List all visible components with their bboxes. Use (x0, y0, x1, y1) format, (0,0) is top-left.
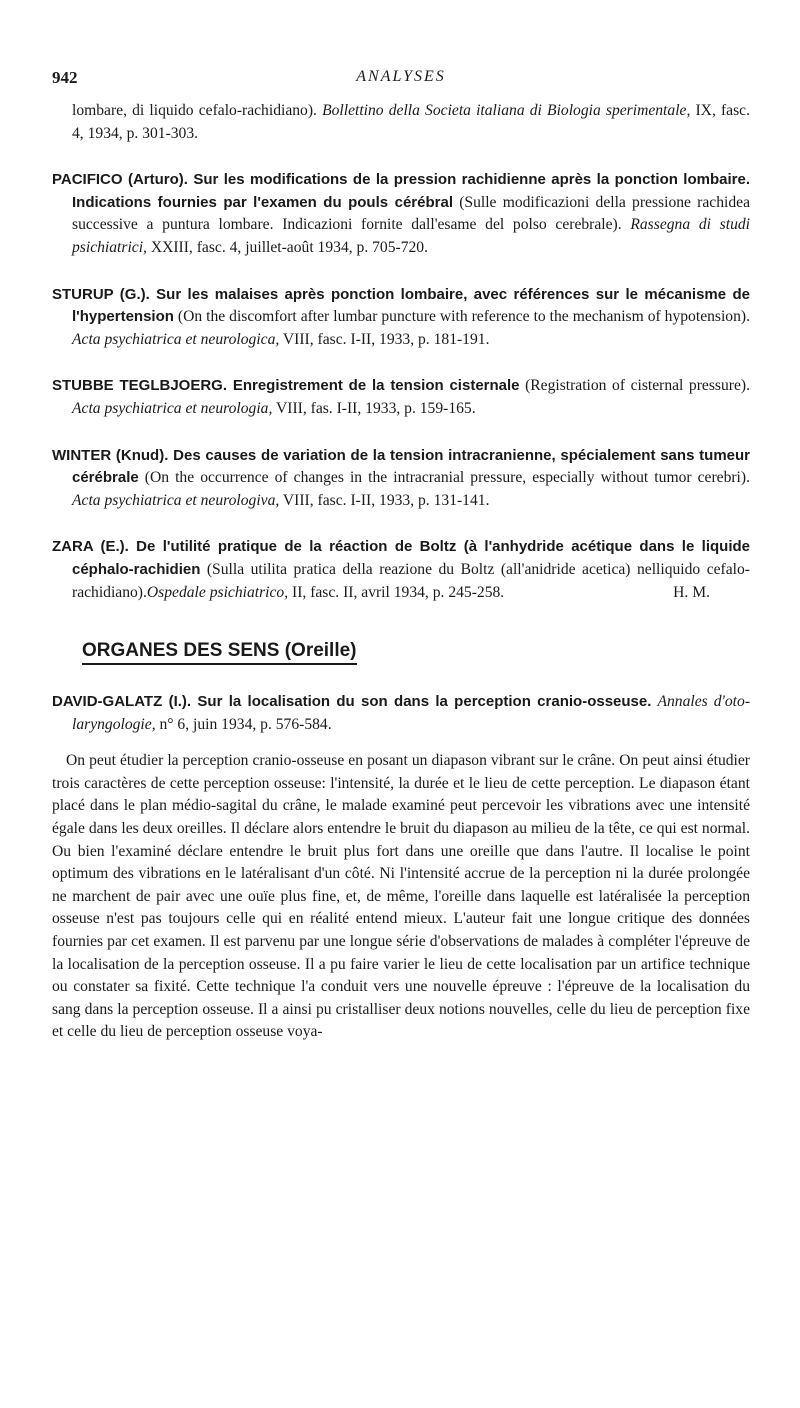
continued-text: lombare, di liquido cefalo-rachidiano). (72, 102, 323, 119)
journal-name: Bollettino della Societa italiana di Biologia sperimentale, (322, 102, 691, 119)
entry-title: Enregistrement de la tension cisternale (227, 377, 520, 395)
journal-ref: XXIII, fasc. 4, juillet-août 1934, p. 705-720. (146, 238, 428, 256)
continued-reference (52, 100, 750, 145)
page-number: 942 (52, 68, 78, 87)
journal-ref: VIII, fas. I-II, 1933, p. 159-165. (272, 399, 476, 417)
page-header (52, 68, 750, 92)
entry-author: WINTER (Knud). (52, 446, 169, 464)
abstract-text: On peut étudier la perception cranio-osseuse en posant un diapason vibrant sur le crâne. On peut ainsi étudier trois caractères de cette perception osseuse: l'intensité, la durée et le lieu de cette perception. Le diapason étant placé dans le plan médio-sagital du crâne, le malade examiné peut percevoir les vibrations avec une intensité égale dans les deux oreilles. Il déclare alors entendre le bruit du diapason au milieu de la tête, ce qui est normal. Ou bien l'examiné déclare entendre le bruit plus fort dans une oreille que dans l'autre. Il localise le point optimum des vibrations en le latéralisant d'un côté. Ni l'intensité accrue de la perception ni la durée prolongée ne marchent de pair avec une ouïe plus fine, et, de même, l'oreille dans laquelle est latéralisée la perception osseuse n'est pas toujours celle qui en réalité entend mieux. L'auteur fait une longue critique des données fournies par cet examen. Il est parvenu par une longue série d'observations de malades à compléter l'épreuve de la localisation de la perception osseuse. Il a pu faire varier le lieu de cette localisation par un artifice technique ou constater sa fixité. Cette technique l'a conduit vers une nouvelle épreuve : l'épreuve de la localisation du sang dans la perception osseuse. Il a ainsi pu cristalliser deux notions nouvelles, celle du lieu de perception fixe et celle du lieu de perception osseuse voya- (52, 752, 750, 1041)
main-entry-heading (52, 691, 750, 736)
section-heading: ORGANES DES SENS (Oreille) (82, 640, 357, 665)
journal-name: Ospedale psichiatrico, (146, 583, 289, 601)
bibliography-entry (52, 169, 750, 259)
entry-original-title: (Sulle modificazioni della pressione rachidea successive a puntura lombare. Indicazioni fornite dall'esame del polso cerebrale). (72, 193, 750, 234)
entry-author: STURUP (G.). (52, 285, 150, 303)
journal-ref: n° 6, juin 1934, p. 576-584. (155, 715, 332, 733)
entry-title: De l'utilité pratique de la réaction de Boltz (à l'anhydride acétique dans le liquide céphalo-rachidien (72, 538, 750, 578)
entry-title: Sur la localisation du son dans la perception cranio-osseuse. (191, 693, 652, 711)
journal-name: Acta psychiatrica et neurologiva, (72, 491, 280, 509)
entry-title: Sur les modifications de la pression rachidienne après la ponction lombaire. Indications fournies par l'examen du pouls cérébral (72, 171, 750, 211)
entry-original-title: (Sulla utilita pratica della reazione du Boltz (all'anidride acetica) nelliquido cefalo-rachidiano). (72, 560, 750, 601)
page-body (52, 100, 750, 1044)
entry-author: STUBBE TEGLBJOERG. (52, 377, 227, 395)
bibliography-entry (52, 375, 750, 420)
entry-original-title: (On the discomfort after lumbar puncture with reference to the mechanism of hypotension). (173, 308, 750, 326)
entry-title: Des causes de variation de la tension intracranienne, spécialement sans tumeur cérébrale (72, 446, 750, 487)
reviewer-signature: H. M. (673, 583, 710, 601)
journal-ref: VIII, fasc. I-II, 1933, p. 131-141. (279, 491, 490, 509)
journal-ref: II, fasc. II, avril 1934, p. 245-258. (288, 583, 505, 601)
running-head: ANALYSES (356, 68, 446, 85)
entry-author: PACIFICO (Arturo). (52, 171, 188, 189)
entry-author: DAVID-GALATZ (I.). (52, 693, 192, 711)
journal-name: Acta psychiatrica et neurologia, (72, 399, 273, 417)
bibliography-entry (52, 445, 750, 513)
entry-original-title: (Registration of cisternal pressure). (519, 377, 750, 395)
journal-ref: VIII, fasc. I-II, 1933, p. 181-191. (279, 330, 490, 348)
bibliography-entry (52, 284, 750, 352)
journal-ref: IX, fasc. 4, 1934, p. 301-303. (72, 102, 750, 142)
entry-author: ZARA (E.). (52, 538, 129, 556)
journal-name: Annales d'oto-laryngologie, (72, 693, 751, 733)
journal-name: Rassegna di studi psichiatrici, (72, 216, 751, 256)
journal-name: Acta psychiatrica et neurologica, (72, 330, 280, 348)
entry-title: Sur les malaises après ponction lombaire, avec références sur le mécanisme de l'hypertension (72, 285, 750, 326)
entry-original-title: (On the occurrence of changes in the intracranial pressure, especially without tumor cerebri). (138, 469, 750, 487)
